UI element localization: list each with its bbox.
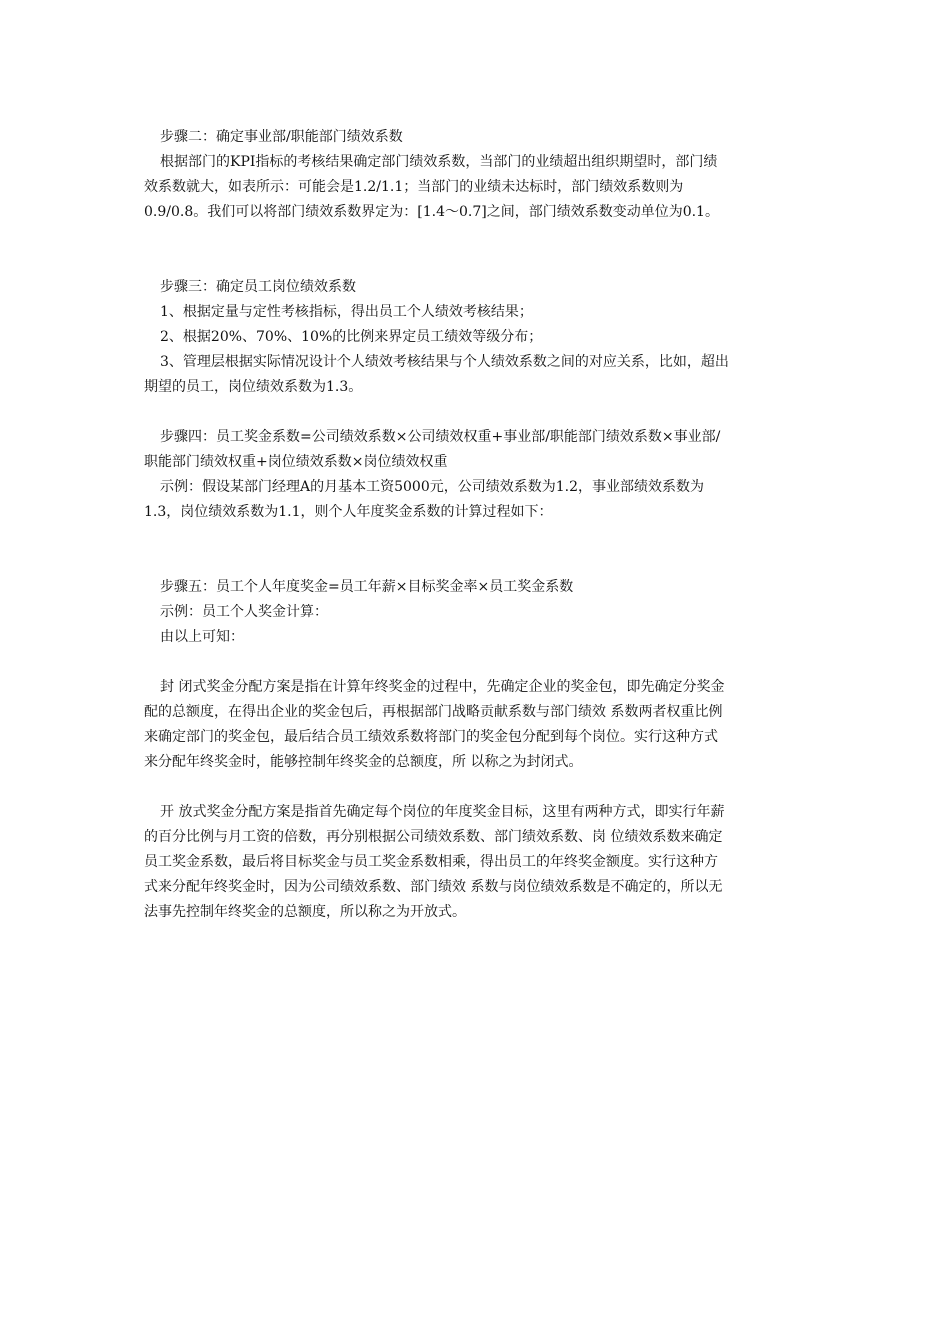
closed-plan-line-1: 封 闭式奖金分配方案是指在计算年终奖金的过程中，先确定企业的奖金包，即先确定分奖金 — [160, 679, 725, 695]
step3-item-2: 2、根据20%、70%、10%的比例来界定员工绩效等级分布； — [160, 329, 543, 345]
step3-section — [144, 275, 808, 400]
step2-body-line-2: 效系数就大，如表所示：可能会是1.2/1.1；当部门的业绩未达标时，部门绩效系数则为 — [144, 179, 684, 195]
closed-plan-paragraph — [144, 675, 808, 775]
step4-example-line-1: 示例：假设某部门经理A的月基本工资5000元，公司绩效系数为1.2，事业部绩效系数为 — [160, 479, 705, 495]
step3-item-3: 3、管理层根据实际情况设计个人绩效考核结果与个人绩效系数之间的对应关系，比如，超出 — [160, 354, 729, 370]
open-plan-line-4: 式来分配年终奖金时，因为公司绩效系数、部门绩效 系数与岗位绩效系数是不确定的，所以无 — [144, 879, 723, 895]
open-plan-paragraph — [144, 800, 808, 925]
spacer — [144, 225, 808, 275]
step3-title: 步骤三：确定员工岗位绩效系数 — [160, 279, 356, 295]
step2-body-line-1: 根据部门的KPI指标的考核结果确定部门绩效系数，当部门的业绩超出组织期望时，部门绩 — [160, 154, 718, 170]
step2-section — [144, 125, 808, 225]
step4-title-line-2: 职能部门绩效权重+岗位绩效系数×岗位绩效权重 — [144, 454, 448, 470]
open-plan-line-1: 开 放式奖金分配方案是指首先确定每个岗位的年度奖金目标，这里有两种方式，即实行年薪 — [160, 804, 725, 820]
step5-example: 示例：员工个人奖金计算： — [160, 604, 328, 620]
document-body — [144, 125, 808, 925]
step5-conclusion: 由以上可知： — [160, 629, 244, 645]
spacer — [144, 775, 808, 800]
step4-title-line-1: 步骤四：员工奖金系数=公司绩效系数×公司绩效权重+事业部/职能部门绩效系数×事业部/ — [160, 429, 721, 445]
spacer — [144, 525, 808, 575]
closed-plan-line-4: 来分配年终奖金时，能够控制年终奖金的总额度，所 以称之为封闭式。 — [144, 754, 583, 770]
open-plan-line-2: 的百分比例与月工资的倍数，再分别根据公司绩效系数、部门绩效系数、岗 位绩效系数来确定 — [144, 829, 723, 845]
closed-plan-line-2: 配的总额度，在得出企业的奖金包后，再根据部门战略贡献系数与部门绩效 系数两者权重比例 — [144, 704, 723, 720]
open-plan-line-5: 法事先控制年终奖金的总额度，所以称之为开放式。 — [144, 904, 466, 920]
step3-item-3-continued: 期望的员工，岗位绩效系数为1.3。 — [144, 379, 363, 395]
step5-section — [144, 575, 808, 650]
step5-title: 步骤五：员工个人年度奖金=员工年薪×目标奖金率×员工奖金系数 — [160, 579, 574, 595]
spacer — [144, 650, 808, 675]
step2-body-line-3: 0.9/0.8。我们可以将部门绩效系数界定为：[1.4～0.7]之间，部门绩效系数变动单位为0.1。 — [144, 204, 719, 220]
step4-section — [144, 425, 808, 525]
step4-example-line-2: 1.3，岗位绩效系数为1.1，则个人年度奖金系数的计算过程如下： — [144, 504, 553, 520]
open-plan-line-3: 员工奖金系数，最后将目标奖金与员工奖金系数相乘，得出员工的年终奖金额度。实行这种方 — [144, 854, 718, 870]
step2-title: 步骤二：确定事业部/职能部门绩效系数 — [160, 129, 403, 145]
step3-item-1: 1、根据定量与定性考核指标，得出员工个人绩效考核结果； — [160, 304, 533, 320]
spacer — [144, 400, 808, 425]
closed-plan-line-3: 来确定部门的奖金包，最后结合员工绩效系数将部门的奖金包分配到每个岗位。实行这种方式 — [144, 729, 718, 745]
